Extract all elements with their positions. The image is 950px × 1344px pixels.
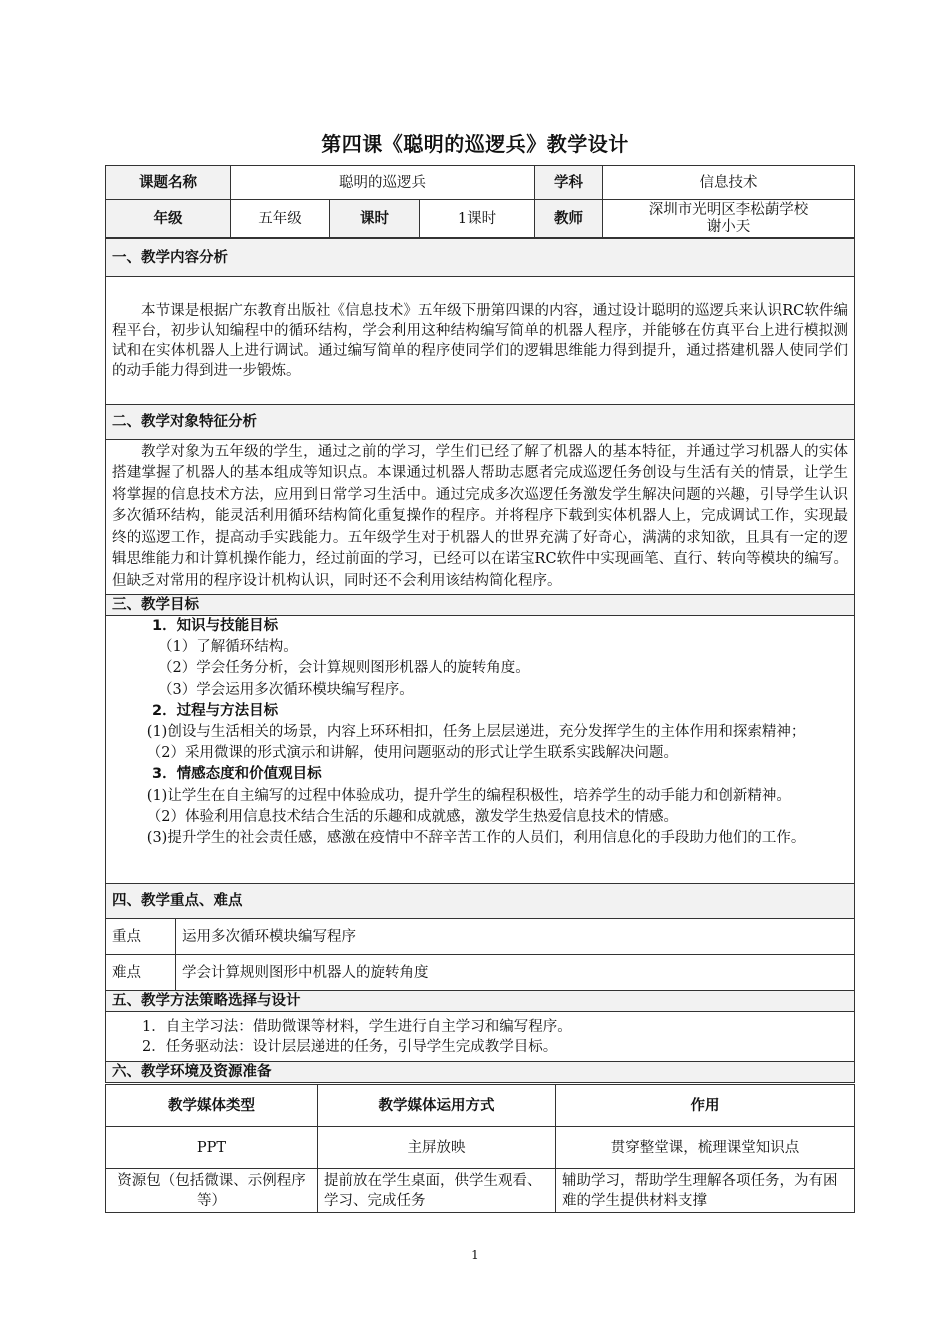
topic-value: 聪明的巡逻兵 (231, 166, 535, 200)
goal-3-item: (1)让学生在自主编写的过程中体验成功，提升学生的编程积极性，培养学生的动手能力和创新精神。 (146, 787, 791, 804)
resource-table (105, 1084, 855, 1213)
difficulty-label: 难点 (106, 955, 176, 991)
grade-value: 五年级 (231, 200, 330, 238)
goal-3-item: (3)提升学生的社会责任感，感激在疫情中不辞辛苦工作的人员们，利用信息化的手段助力他们的工作。 (146, 830, 806, 847)
goal-1-item: （1）了解循环结构。 (158, 639, 298, 656)
teacher-name: 谢小天 (706, 218, 751, 235)
section-5-heading: 五、教学方法策略选择与设计 (106, 991, 855, 1012)
media-type: PPT (106, 1127, 318, 1169)
column-header: 教学媒体运用方式 (318, 1085, 556, 1127)
topic-label: 课题名称 (106, 166, 231, 200)
key-point-value: 运用多次循环模块编写程序 (176, 919, 855, 955)
goal-1-title: 1．知识与技能目标 (152, 618, 279, 634)
media-type: 资源包（包括微课、示例程序等） (106, 1169, 318, 1213)
key-point-label: 重点 (106, 919, 176, 955)
section-4-heading: 四、教学重点、难点 (106, 884, 855, 919)
teacher-school: 深圳市光明区李松蓢学校 (648, 201, 809, 218)
grade-label: 年级 (106, 200, 231, 238)
subject-label: 学科 (535, 166, 603, 200)
subject-value: 信息技术 (603, 166, 855, 200)
goal-1-item: （2）学会任务分析，会计算规则图形机器人的旋转角度。 (158, 660, 530, 677)
method-item: 2．任务驱动法：设计层层递进的任务，引导学生完成教学目标。 (142, 1038, 558, 1055)
goal-2-item: (1)创设与生活相关的场景，内容上环环相扣，任务上层层递进，充分发挥学生的主体作用和探索精神； (146, 724, 806, 741)
media-purpose: 贯穿整堂课，梳理课堂知识点 (556, 1127, 855, 1169)
goal-3-item: （2）体验利用信息技术结合生活的乐趣和成就感，激发学生热爱信息技术的情感。 (146, 808, 679, 825)
section-2-text: 教学对象为五年级的学生，通过之前的学习，学生们已经了解了机器人的基本特征，并通过学习机器人的实体搭建掌握了机器人的基本组成等知识点。本课通过机器人帮助志愿者完成巡逻任务创设与生活有关的情景，让学生将掌握的信息技术方法，应用到日常学习生活中。通过完成多次巡逻任务激发学生解决问题的兴趣，引导学生认识多次循环结构，能灵活利用循环结构简化重复操作的程序。并将程序下载到实体机器人上，完成调试工作，实现最终的巡逻工作，提高动手实践能力。五年级学生对于机器人的世界充满了好奇心，满满的求知欲，且具有一定的逻辑思维能力和计算机操作能力，经过前面的学习，已经可以在诺宝RC软件中实现画笔、直行、转向等模块的编写。但缺乏对常用的程序设计机构认识，同时还不会利用该结构简化程序。 (106, 440, 855, 595)
content-table (105, 238, 855, 1083)
goal-2-title: 2．过程与方法目标 (152, 702, 279, 719)
media-purpose: 辅助学习，帮助学生理解各项任务，为有困难的学生提供材料支撑 (556, 1169, 855, 1213)
column-header: 教学媒体类型 (106, 1085, 318, 1127)
section-5-methods (106, 1012, 855, 1062)
method-item: 1．自主学习法：借助微课等材料，学生进行自主学习和编写程序。 (142, 1018, 572, 1035)
section-3-heading: 三、教学目标 (106, 595, 855, 616)
media-usage: 提前放在学生桌面，供学生观看、学习、完成任务 (318, 1169, 556, 1213)
hours-value: 1课时 (420, 200, 535, 238)
section-1-text: 本节课是根据广东教育出版社《信息技术》五年级下册第四课的内容，通过设计聪明的巡逻兵来认识RC软件编程平台，初步认知编程中的循环结构，学会利用这种结构编写简单的机器人程序，并能够在仿真平台上进行模拟测试和在实体机器人上进行调试。通过编写简单的程序使同学们的逻辑思维能力得到提升，通过搭建机器人使同学们的动手能力得到进一步锻炼。 (106, 277, 855, 405)
section-3-goals (106, 616, 855, 884)
hours-label: 课时 (330, 200, 420, 238)
document-title: 第四课《聪明的巡逻兵》教学设计 (321, 132, 629, 156)
goal-2-item: （2）采用微课的形式演示和讲解，使用问题驱动的形式让学生联系实践解决问题。 (146, 745, 679, 762)
info-table (105, 165, 855, 238)
teacher-value (603, 200, 855, 238)
column-header: 作用 (556, 1085, 855, 1127)
goal-3-title: 3．情感态度和价值观目标 (152, 766, 322, 783)
difficulty-value: 学会计算规则图形中机器人的旋转角度 (176, 955, 855, 991)
page-number: 1 (471, 1248, 479, 1262)
section-6-heading: 六、教学环境及资源准备 (106, 1062, 855, 1083)
teacher-label: 教师 (535, 200, 603, 238)
section-1-heading: 一、教学内容分析 (106, 239, 855, 277)
table-row (106, 1127, 855, 1169)
table-row (106, 1169, 855, 1213)
media-usage: 主屏放映 (318, 1127, 556, 1169)
goal-1-item: （3）学会运用多次循环模块编写程序。 (158, 681, 414, 698)
section-2-heading: 二、教学对象特征分析 (106, 405, 855, 440)
